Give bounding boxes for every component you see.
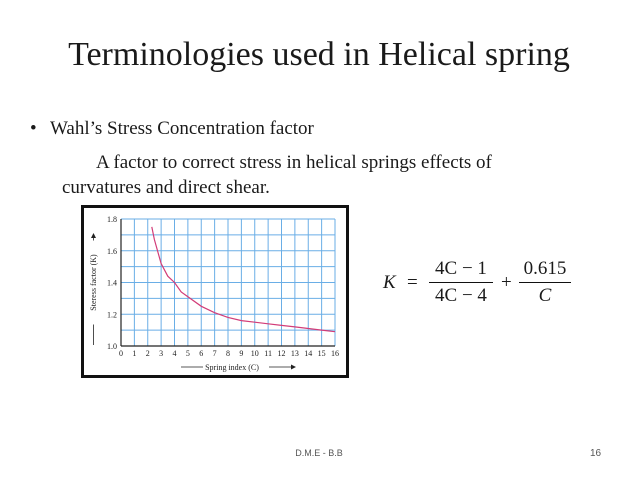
x-tick-label: 2 xyxy=(145,349,150,358)
fraction-1-numerator: 4C − 1 xyxy=(435,258,487,279)
x-tick-label: 10 xyxy=(250,349,259,358)
x-tick-label: 6 xyxy=(199,349,204,358)
x-tick-label: 11 xyxy=(264,349,272,358)
description-line-1: A factor to correct stress in helical springs effects of xyxy=(96,152,492,173)
x-tick-label: 4 xyxy=(172,349,177,358)
x-tick-label: 15 xyxy=(317,349,326,358)
y-label-arrow-head xyxy=(91,233,96,238)
x-tick-label: 7 xyxy=(212,349,217,358)
formula-lhs: K xyxy=(383,272,396,293)
footer-text: D.M.E - B.B xyxy=(295,448,343,458)
x-tick-label: 0 xyxy=(119,349,123,358)
x-tick-label: 13 xyxy=(290,349,299,358)
x-label-arrow-head xyxy=(291,365,296,370)
chart-frame xyxy=(81,205,349,378)
x-tick-label: 5 xyxy=(185,349,190,358)
bullet-dot: • xyxy=(30,118,37,139)
fraction-2-numerator: 0.615 xyxy=(523,258,567,279)
x-tick-label: 8 xyxy=(226,349,230,358)
y-tick-label: 1.0 xyxy=(107,342,117,351)
formula-plus: + xyxy=(501,272,512,293)
y-axis-label: Steress factor (K) xyxy=(89,254,98,311)
fraction-2-denominator: C xyxy=(538,285,552,306)
series-line xyxy=(152,227,335,332)
x-tick-label: 3 xyxy=(159,349,164,358)
x-tick-label: 9 xyxy=(239,349,244,358)
slide-title: Terminologies used in Helical spring xyxy=(68,36,570,73)
x-tick-label: 1 xyxy=(132,349,137,358)
description-line-2: curvatures and direct shear. xyxy=(62,177,270,198)
formula-equals: = xyxy=(407,272,418,293)
y-tick-label: 1.6 xyxy=(107,246,117,256)
page-number: 16 xyxy=(590,448,602,459)
formula-fraction-2 xyxy=(519,258,571,307)
formula-fraction-1 xyxy=(429,258,493,307)
y-tick-label: 1.4 xyxy=(107,278,117,288)
x-axis-label: Spring index (C) xyxy=(205,363,259,372)
fraction-1-denominator: 4C − 4 xyxy=(435,285,487,306)
bullet-text: Wahl’s Stress Concentration factor xyxy=(50,118,314,139)
x-tick-label: 16 xyxy=(331,349,339,358)
y-tick-label: 1.2 xyxy=(107,310,117,320)
stress-factor-chart xyxy=(84,208,346,375)
x-tick-label: 14 xyxy=(304,349,313,358)
x-tick-label: 12 xyxy=(277,349,286,358)
y-tick-label: 1.8 xyxy=(107,215,117,224)
bullet-item xyxy=(30,118,314,140)
